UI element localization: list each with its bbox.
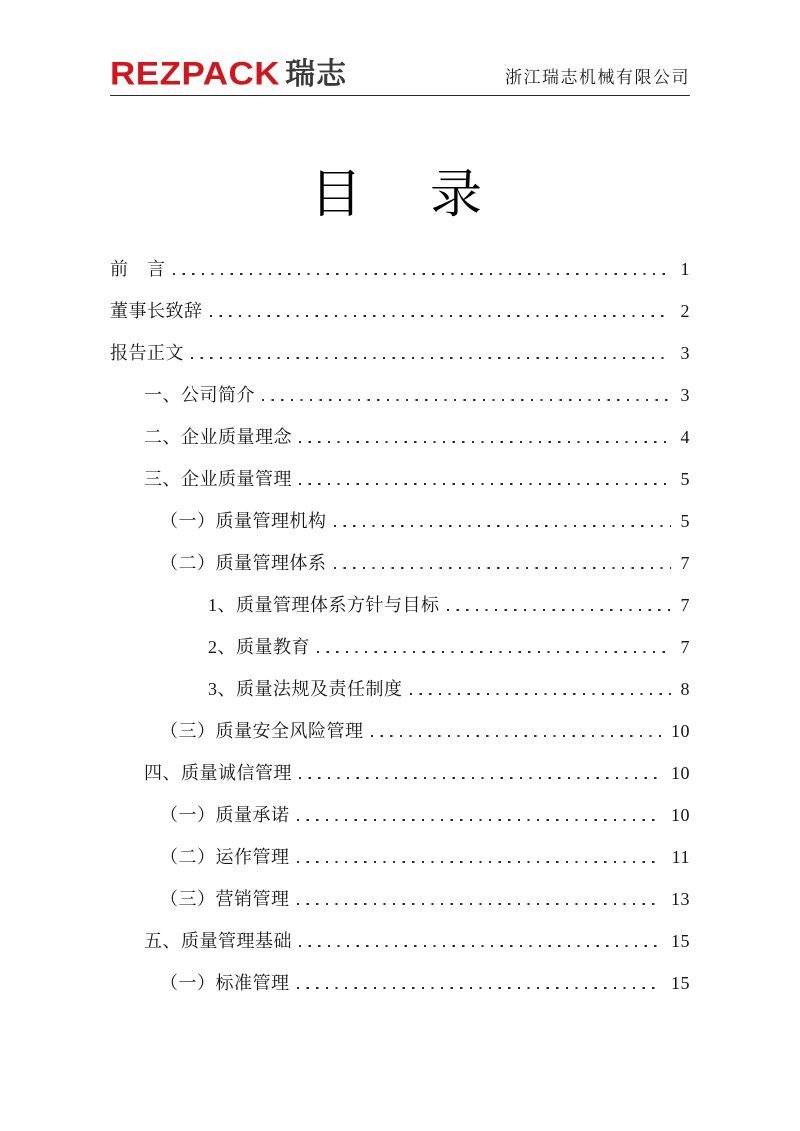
toc-entry[interactable] bbox=[110, 719, 690, 761]
toc-entry-page: 5 bbox=[680, 511, 690, 531]
toc-entry-label: 报告正文 bbox=[110, 343, 184, 363]
toc-entry[interactable] bbox=[110, 971, 690, 1013]
company-name: 浙江瑞志机械有限公司 bbox=[505, 67, 690, 87]
toc-entry[interactable] bbox=[110, 887, 690, 929]
dot-leader bbox=[334, 525, 671, 527]
dot-leader bbox=[191, 357, 671, 359]
toc-entry[interactable] bbox=[110, 257, 690, 299]
logo-wordmark: REZPACK bbox=[110, 55, 281, 92]
dot-leader bbox=[297, 987, 662, 989]
rezpack-logo bbox=[110, 55, 347, 90]
toc-entry-label: 五、质量管理基础 bbox=[144, 931, 292, 951]
toc-entry-label: （三）营销管理 bbox=[160, 889, 290, 909]
toc-entry[interactable] bbox=[110, 845, 690, 887]
toc-entry-page: 1 bbox=[680, 259, 690, 279]
dot-leader bbox=[299, 483, 671, 485]
toc-entry-label: （一）质量管理机构 bbox=[160, 511, 327, 531]
toc-entry[interactable] bbox=[110, 383, 690, 425]
toc-entry-page: 10 bbox=[671, 805, 690, 825]
dot-leader bbox=[317, 651, 671, 653]
toc-entry[interactable] bbox=[110, 677, 690, 719]
toc-entry-label: 四、质量诚信管理 bbox=[144, 763, 292, 783]
dot-leader bbox=[210, 315, 671, 317]
toc-entry[interactable] bbox=[110, 509, 690, 551]
toc-entry[interactable] bbox=[110, 929, 690, 971]
toc-entry-label: 董事长致辞 bbox=[110, 301, 203, 321]
toc-entry[interactable] bbox=[110, 425, 690, 467]
toc-entry-label: 一、公司简介 bbox=[144, 385, 255, 405]
toc-entry-label: （三）质量安全风险管理 bbox=[160, 721, 364, 741]
toc-entry-page: 10 bbox=[671, 721, 690, 741]
dot-leader bbox=[297, 861, 662, 863]
toc-entry-label: （二）质量管理体系 bbox=[160, 553, 327, 573]
toc-entry-page: 11 bbox=[671, 847, 690, 867]
toc-entry[interactable] bbox=[110, 803, 690, 845]
toc-entry[interactable] bbox=[110, 467, 690, 509]
toc-entry-page: 7 bbox=[680, 637, 690, 657]
toc-entry-page: 10 bbox=[671, 763, 690, 783]
dot-leader bbox=[299, 441, 671, 443]
logo-cjk-text: 瑞志 bbox=[285, 58, 348, 91]
toc-entry-label: 二、企业质量理念 bbox=[144, 427, 292, 447]
page-title: 目 录 bbox=[309, 167, 490, 224]
dot-leader bbox=[297, 819, 662, 821]
toc-entry[interactable] bbox=[110, 761, 690, 803]
toc-entry[interactable] bbox=[110, 635, 690, 677]
toc-entry-page: 7 bbox=[680, 595, 690, 615]
toc-entry-label: 2、质量教育 bbox=[208, 637, 310, 657]
toc-entry-page: 13 bbox=[671, 889, 690, 909]
toc-entry-page: 5 bbox=[680, 469, 690, 489]
toc-entry[interactable] bbox=[110, 551, 690, 593]
toc-entry-page: 15 bbox=[671, 931, 690, 951]
toc-entry[interactable] bbox=[110, 299, 690, 341]
toc-entry-label: （一）质量承诺 bbox=[160, 805, 290, 825]
toc-entry-page: 2 bbox=[680, 301, 690, 321]
dot-leader bbox=[371, 735, 662, 737]
toc-entry-label: （二）运作管理 bbox=[160, 847, 290, 867]
toc-entry-page: 15 bbox=[671, 973, 690, 993]
toc-entry-page: 4 bbox=[680, 427, 690, 447]
document-header bbox=[110, 0, 690, 96]
toc-list bbox=[110, 257, 690, 1013]
dot-leader bbox=[297, 903, 662, 905]
toc-entry-label: 1、质量管理体系方针与目标 bbox=[208, 595, 440, 615]
toc-entry-page: 7 bbox=[680, 553, 690, 573]
dot-leader bbox=[334, 567, 671, 569]
toc-entry-page: 3 bbox=[680, 385, 690, 405]
dot-leader bbox=[410, 693, 671, 695]
dot-leader bbox=[299, 945, 661, 947]
toc-entry[interactable] bbox=[110, 341, 690, 383]
toc-entry-page: 8 bbox=[680, 679, 690, 699]
toc-entry-label: 3、质量法规及责任制度 bbox=[208, 679, 403, 699]
toc-entry-page: 3 bbox=[680, 343, 690, 363]
toc-entry-label: 前 言 bbox=[110, 259, 166, 279]
toc-entry-label: （一）标准管理 bbox=[160, 973, 290, 993]
toc-entry[interactable] bbox=[110, 593, 690, 635]
dot-leader bbox=[173, 273, 671, 275]
dot-leader bbox=[299, 777, 661, 779]
dot-leader bbox=[447, 609, 671, 611]
toc-entry-label: 三、企业质量管理 bbox=[144, 469, 292, 489]
dot-leader bbox=[262, 399, 671, 401]
